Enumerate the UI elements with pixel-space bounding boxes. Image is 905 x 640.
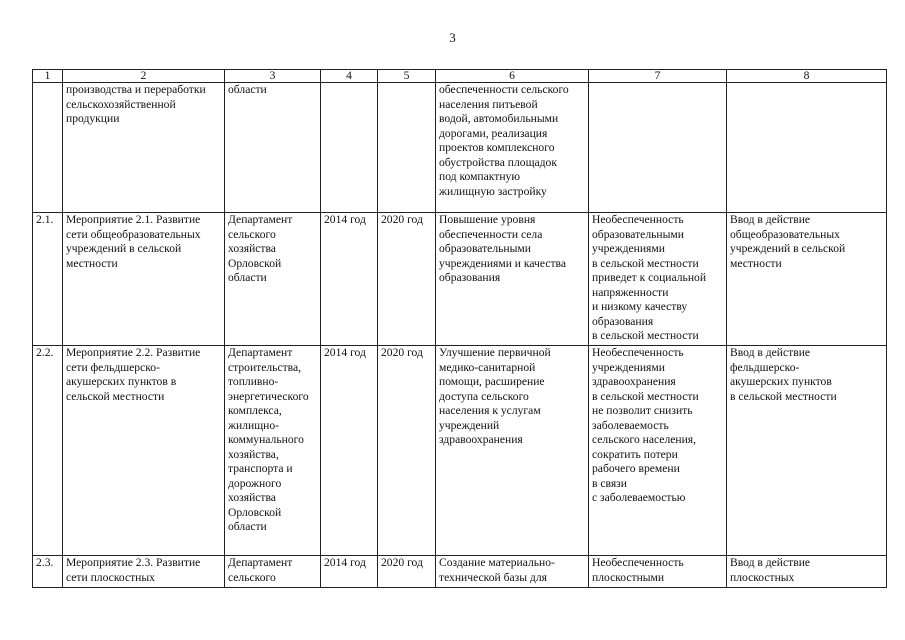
program-table: [32, 69, 887, 588]
table-row: [33, 346, 887, 556]
activity-cell: производства и переработки сельскохозяйственной продукции: [63, 83, 225, 213]
column-header: 3: [225, 70, 321, 83]
column-header: 6: [436, 70, 589, 83]
consequence-cell: Необеспеченность учреждениями здравоохранения в сельской местности не позволит снизить заболеваемость сельского населения, сократить потери рабочего времени в связи с заболеваемостью: [589, 346, 727, 556]
row-number-cell: 2.1.: [33, 213, 63, 346]
end-year-cell: [378, 83, 436, 213]
indicator-cell: [727, 83, 887, 213]
end-year-cell: 2020 год: [378, 346, 436, 556]
end-year-cell: 2020 год: [378, 213, 436, 346]
column-header: 4: [321, 70, 378, 83]
end-year-cell: 2020 год: [378, 556, 436, 588]
indicator-cell: Ввод в действие плоскостных: [727, 556, 887, 588]
indicator-cell: Ввод в действие общеобразовательных учреждений в сельской местности: [727, 213, 887, 346]
executor-cell: Департамент сельского хозяйства Орловской области: [225, 213, 321, 346]
result-cell: Создание материально- технической базы для: [436, 556, 589, 588]
consequence-cell: Необеспеченность плоскостными: [589, 556, 727, 588]
consequence-cell: Необеспеченность образовательными учреждениями в сельской местности приведет к социальной напряженности и низкому качеству образования в сельской местности: [589, 213, 727, 346]
activity-cell: Мероприятие 2.2. Развитие сети фельдшерско- акушерских пунктов в сельской местности: [63, 346, 225, 556]
header-row: [33, 70, 887, 83]
start-year-cell: 2014 год: [321, 213, 378, 346]
page-number: 3: [449, 30, 456, 45]
executor-cell: Департамент сельского: [225, 556, 321, 588]
result-cell: обеспеченности сельского населения питьевой водой, автомобильными дорогами, реализация проектов комплексного обустройства площадок под компактную жилищную застройку: [436, 83, 589, 213]
result-cell: Улучшение первичной медико-санитарной помощи, расширение доступа сельского населения к услугам учреждений здравоохранения: [436, 346, 589, 556]
indicator-cell: Ввод в действие фельдшерско- акушерских пунктов в сельской местности: [727, 346, 887, 556]
executor-cell: Департамент строительства, топливно- энергетического комплекса, жилищно- коммунального хозяйства, транспорта и дорожного хозяйства Орловской области: [225, 346, 321, 556]
column-header: 2: [63, 70, 225, 83]
executor-cell: области: [225, 83, 321, 213]
row-number-cell: 2.3.: [33, 556, 63, 588]
start-year-cell: 2014 год: [321, 556, 378, 588]
table-row: [33, 213, 887, 346]
result-cell: Повышение уровня обеспеченности села образовательными учреждениями и качества образования: [436, 213, 589, 346]
row-number-cell: [33, 83, 63, 213]
start-year-cell: 2014 год: [321, 346, 378, 556]
column-header: 8: [727, 70, 887, 83]
activity-cell: Мероприятие 2.3. Развитие сети плоскостных: [63, 556, 225, 588]
table-row: [33, 83, 887, 213]
consequence-cell: [589, 83, 727, 213]
row-number-cell: 2.2.: [33, 346, 63, 556]
activity-cell: Мероприятие 2.1. Развитие сети общеобразовательных учреждений в сельской местности: [63, 213, 225, 346]
column-header: 1: [33, 70, 63, 83]
start-year-cell: [321, 83, 378, 213]
column-header: 7: [589, 70, 727, 83]
column-header: 5: [378, 70, 436, 83]
table-row: [33, 556, 887, 588]
